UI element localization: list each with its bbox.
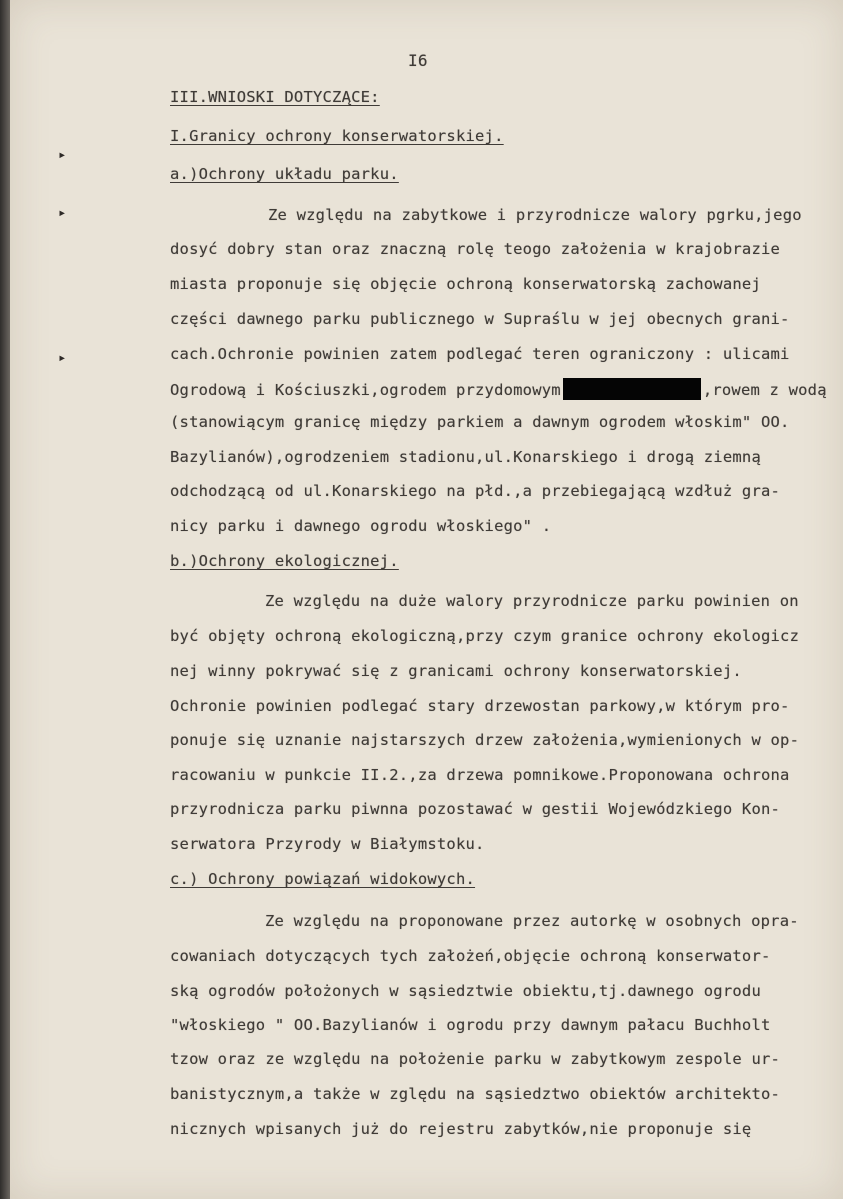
section-heading: III.WNIOSKI DOTYCZĄCE: [170, 88, 380, 106]
paragraph-line: "włoskiego " OO.Bazylianów i ogrodu przy dawnym pałacu Buchholt [170, 1016, 771, 1034]
subsection-b-title: b.)Ochrony ekologicznej. [170, 552, 399, 570]
typed-text [10, 0, 843, 1199]
redaction-box [563, 378, 701, 400]
subsection-c-title: c.) Ochrony powiązań widokowych. [170, 870, 476, 888]
paragraph-line: ską ogrodów położonych w sąsiedztwie obiektu,tj.dawnego ogrodu [170, 982, 761, 1000]
paragraph-line: nicy parku i dawnego ogrodu włoskiego" . [170, 517, 552, 535]
paragraph-line: miasta proponuje się objęcie ochroną konserwatorską zachowanej [170, 275, 761, 293]
paragraph-line: części dawnego parku publicznego w Supraślu w jej obecnych grani- [170, 310, 790, 328]
paragraph-line: racowaniu w punkcie II.2.,za drzewa pomnikowe.Proponowana ochrona [170, 766, 790, 784]
page-number: I6 [408, 51, 428, 70]
paragraph-line: cowaniach dotyczących tych założeń,objęcie ochroną konserwator- [170, 947, 771, 965]
paragraph-line: Ochronie powinien podlegać stary drzewostan parkowy,w którym pro- [170, 697, 790, 715]
paragraph-line: cach.Ochronie powinien zatem podlegać teren ograniczony : ulicami [170, 345, 790, 363]
scan-edge [0, 0, 10, 1199]
paragraph-line: ponuje się uznanie najstarszych drzew założenia,wymienionych w op- [170, 731, 800, 749]
document-page [10, 0, 843, 1199]
paragraph-line: odchodzącą od ul.Konarskiego na płd.,a przebiegającą wzdłuż gra- [170, 482, 781, 500]
paragraph-line: Ze względu na proponowane przez autorkę w osobnych opra- [265, 912, 799, 930]
margin-mark: ▸ [58, 147, 67, 163]
paragraph-line [170, 378, 827, 400]
paragraph-line: banistycznym,a także w zględu na sąsiedztwo obiektów architekto- [170, 1085, 781, 1103]
paragraph-line: (stanowiącym granicę między parkiem a dawnym ogrodem włoskim" OO. [170, 413, 790, 431]
paragraph-line: tzow oraz ze względu na położenie parku w zabytkowym zespole ur- [170, 1050, 781, 1068]
paragraph-line: dosyć dobry stan oraz znaczną rolę teogo założenia w krajobrazie [170, 240, 781, 258]
subsection-a-title: a.)Ochrony układu parku. [170, 165, 399, 183]
paragraph-line: nicznych wpisanych już do rejestru zabytków,nie proponuje się [170, 1120, 752, 1138]
subheading-boundaries: I.Granicy ochrony konserwatorskiej. [170, 127, 504, 145]
text-segment: ,rowem z wodą [702, 381, 827, 399]
margin-mark: ▸ [58, 350, 67, 366]
paragraph-line: Ze względu na duże walory przyrodnicze parku powinien on [265, 592, 799, 610]
margin-mark: ▸ [58, 205, 67, 221]
paragraph-line: Bazylianów),ogrodzeniem stadionu,ul.Konarskiego i drogą ziemną [170, 448, 761, 466]
paragraph-line: nej winny pokrywać się z granicami ochrony konserwatorskiej. [170, 662, 742, 680]
paragraph-line: być objęty ochroną ekologiczną,przy czym granice ochrony ekologicz [170, 627, 800, 645]
paragraph-line: Ze względu na zabytkowe i przyrodnicze walory pgrku,jego [268, 206, 802, 224]
paragraph-line: przyrodnicza parku piwnna pozostawać w gestii Wojewódzkiego Kon- [170, 800, 781, 818]
text-segment: Ogrodową i Kościuszki,ogrodem przydomowym [170, 381, 561, 399]
paragraph-line: serwatora Przyrody w Białymstoku. [170, 835, 485, 853]
